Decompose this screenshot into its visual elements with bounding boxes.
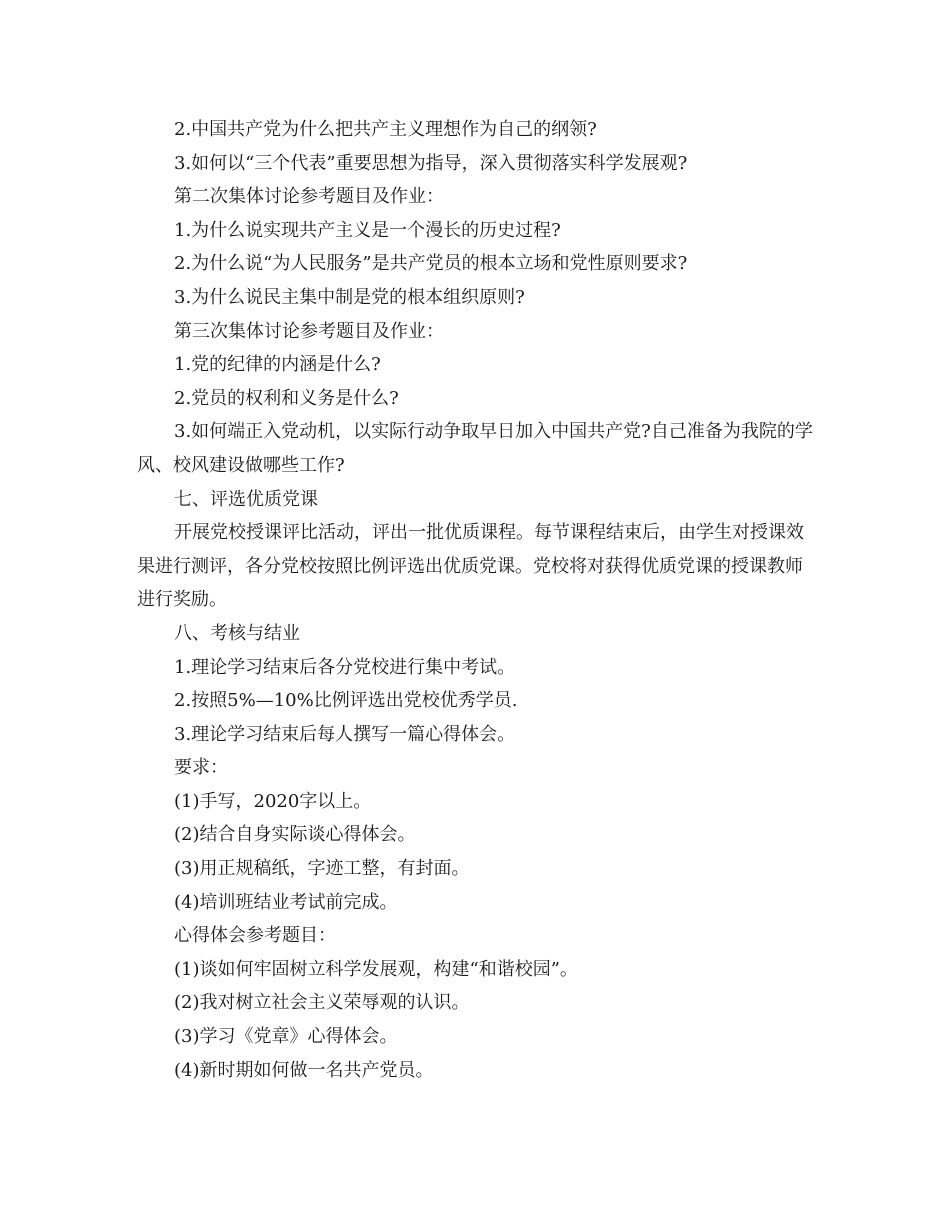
paragraph: 3.如何端正入党动机，以实际行动争取早日加入中国共产党?自己准备为我院的学风、校风建设做哪些工作? xyxy=(137,421,813,476)
paragraph: 1.为什么说实现共产主义是一个漫长的历史过程? xyxy=(174,219,561,241)
paragraph: 1.党的纪律的内涵是什么? xyxy=(174,354,381,376)
document-body xyxy=(137,113,817,1087)
section-heading: 七、评选优质党课 xyxy=(174,488,318,510)
list-item: (1)手写，2020字以上。 xyxy=(174,790,372,812)
list-item: (1)谈如何牢固树立科学发展观，构建“和谐校园”。 xyxy=(174,958,578,980)
list-item: (4)新时期如何做一名共产党员。 xyxy=(174,1059,434,1081)
paragraph: 2.党员的权利和义务是什么? xyxy=(174,387,399,409)
paragraph: 要求： xyxy=(174,757,228,779)
list-item: (2)结合自身实际谈心得体会。 xyxy=(174,824,416,846)
list-item: (2)我对树立社会主义荣辱观的认识。 xyxy=(174,992,470,1014)
paragraph: 2.按照5%—10%比例评选出党校优秀学员. xyxy=(174,690,518,712)
list-item: (4)培训班结业考试前完成。 xyxy=(174,891,398,913)
paragraph: 2.为什么说“为人民服务”是共产党员的根本立场和党性原则要求? xyxy=(174,253,688,275)
paragraph: 心得体会参考题目： xyxy=(174,925,336,947)
paragraph: 3.如何以“三个代表”重要思想为指导，深入贯彻落实科学发展观? xyxy=(174,152,688,174)
section-heading: 八、考核与结业 xyxy=(174,622,300,644)
paragraph: 3.理论学习结束后每人撰写一篇心得体会。 xyxy=(174,723,516,745)
paragraph: 3.为什么说民主集中制是党的根本组织原则? xyxy=(174,286,525,308)
section-heading: 第二次集体讨论参考题目及作业： xyxy=(174,186,444,208)
list-item: (3)用正规稿纸，字迹工整，有封面。 xyxy=(174,858,470,880)
paragraph: 2.中国共产党为什么把共产主义理想作为自己的纲领? xyxy=(174,119,597,140)
paragraph: 1.理论学习结束后各分党校进行集中考试。 xyxy=(174,656,516,678)
list-item: (3)学习《党章》心得体会。 xyxy=(174,1026,398,1048)
section-heading: 第三次集体讨论参考题目及作业： xyxy=(174,320,444,342)
paragraph: 开展党校授课评比活动，评出一批优质课程。每节课程结束后，由学生对授课效果进行测评，各分党校按照比例评选出优质党课。党校将对获得优质党课的授课教师进行奖励。 xyxy=(137,522,804,611)
